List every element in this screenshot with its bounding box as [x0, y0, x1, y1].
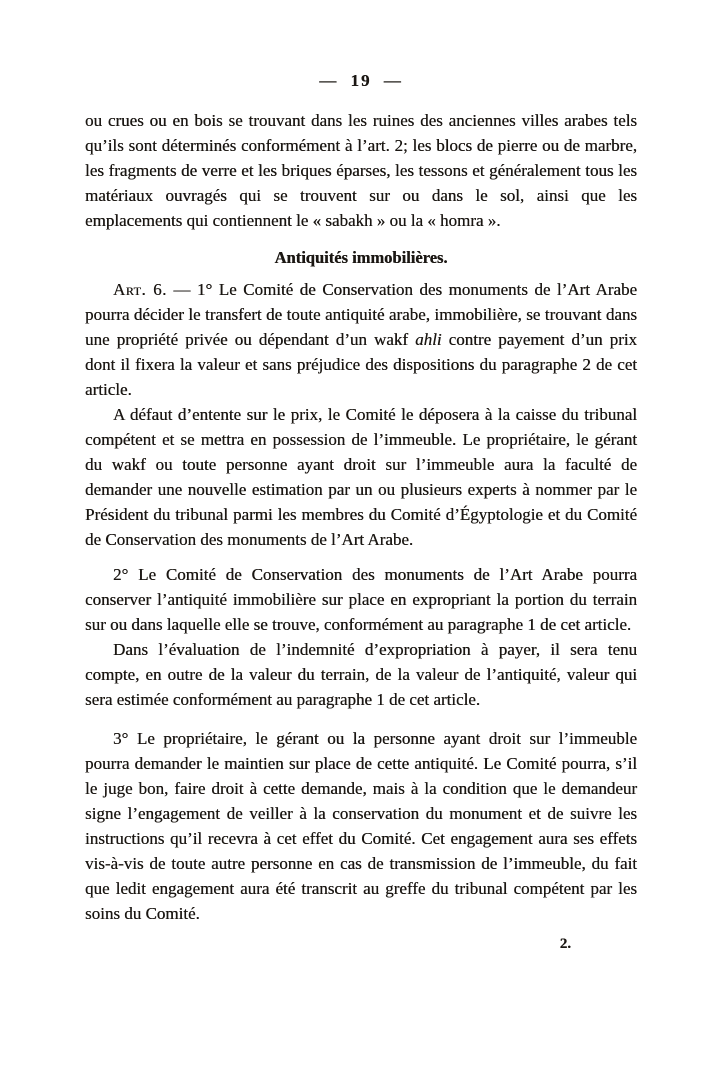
clause-3-text: Le propriétaire, le gérant ou la personne ayant droit sur l’immeuble pourra demander le maintien sur place de cette antiquité. Le Comité pourra, s’il le juge bon, faire droit à cette demande, mais à la condition que le demandeur signe l’engagement de veiller à la conservation du monument et de suivre les instructions qu’il recevra à cet effet du Comité. Cet engagement aura ses effets vis-à-vis de toute autre personne en cas de transmission de l’immeuble, du fait que ledit engagement aura été transcrit au greffe du tribunal compétent par les soins du Comité. — [85, 729, 637, 923]
clause-3-number: 3° — [113, 729, 129, 748]
clause-2-number: 2° — [113, 565, 129, 584]
article-6-clause-1 — [85, 277, 637, 402]
article-label: Art. 6. — [113, 280, 167, 299]
clause-1-italic-term: ahli — [415, 330, 442, 349]
clause-1-number: 1° — [196, 280, 213, 299]
article-6-clause-3 — [85, 726, 637, 926]
opening-paragraph: ou crues ou en bois se trouvant dans les ruines des anciennes villes arabes tels qu’ils sont déterminés conformément à l’art. 2; les blocs de pierre ou de marbre, les fragments de verre et les briques éparses, les tessons et généralement tous les matériaux ouvragés qui se trouvent sur ou dans le sol, ainsi que les emplacements qui contiennent le « sabakh » ou la « homra ». — [85, 111, 637, 230]
clause-1-text-after-italic: contre payement d’un prix dont il fixera la valeur et sans préjudice des dispositions du paragraphe 2 de cet article. — [85, 330, 637, 399]
article-dash: — — [166, 280, 197, 299]
section-heading: Antiquités immobilières. — [274, 248, 448, 267]
clause-2-text: Le Comité de Conservation des monuments de l’Art Arabe pourra conserver l’antiquité immobilière sur place en expropriant la portion du terrain sur ou dans laquelle elle se trouve, conformément au paragraphe 1 de cet article. — [85, 565, 637, 634]
printer-signature-mark: 2. — [559, 936, 571, 952]
clause-1-text-before-italic: Le Comité de Conservation des monuments de l’Art Arabe pourra décider le transfert de toute antiquité arabe, immobilière, se trouvant dans une propriété privée ou dépendant d’un wakf — [85, 280, 638, 349]
clause-1-continuation-paragraph: A défaut d’entente sur le prix, le Comité le déposera à la caisse du tribunal compétent et se mettra en possession de l’immeuble. Le propriétaire, le gérant du wakf ou toute personne ayant droit sur l’immeuble aura la faculté de demander une nouvelle estimation par un ou plusieurs experts à nommer par le Président du tribunal parmi les membres du Comité d’Égyptologie et du Comité de Conservation des monuments de l’Art Arabe. — [85, 405, 637, 549]
article-6-clause-2 — [85, 562, 637, 637]
text-column — [85, 70, 637, 954]
clause-2-continuation-paragraph: Dans l’évaluation de l’indemnité d’expropriation à payer, il sera tenu compte, en outre de la valeur du terrain, de la valeur de l’antiquité, valeur qui sera estimée conformément au paragraphe 1 de cet article. — [85, 640, 637, 709]
page-number: — 19 — — [319, 71, 403, 90]
